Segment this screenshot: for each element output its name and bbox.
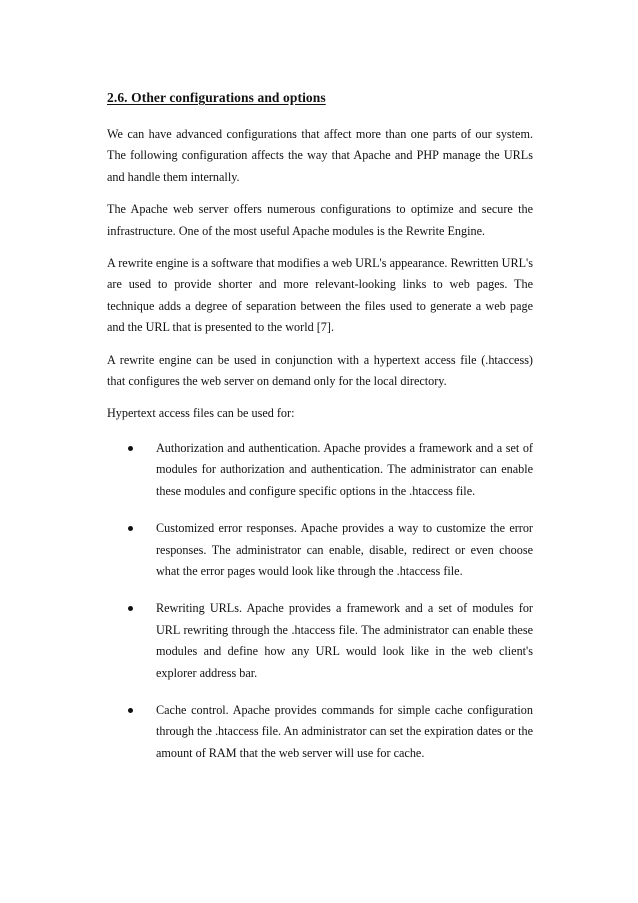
list-item-text: Customized error responses. Apache provides a way to customize the error responses. The administrator can enable, disable, redirect or even choose what the error pages would look like through the .htaccess file.	[156, 521, 533, 578]
list-item-text: Rewriting URLs. Apache provides a framework and a set of modules for URL rewriting through the .htaccess file. The administrator can enable these modules and define how any URL would look like in the web client's explorer address bar.	[156, 601, 533, 680]
list-item-text: Authorization and authentication. Apache provides a framework and a set of modules for authorization and authentication. The administrator can enable these modules and configure specific options in the .htaccess file.	[156, 440, 533, 498]
list-item-text: Cache control. Apache provides commands for simple cache configuration through the .htaccess file. An administrator can set the expiration dates or the amount of RAM that the web server will use for cache.	[156, 702, 533, 760]
document-page	[107, 88, 533, 780]
paragraph-htaccess: A rewrite engine can be used in conjunction with a hypertext access file (.htaccess) that configures the web server on demand only for the local directory.	[107, 352, 533, 389]
section-heading: 2.6. Other configurations and options	[107, 90, 326, 105]
paragraph-apache-config: The Apache web server offers numerous configurations to optimize and secure the infrastructure. One of the most useful Apache modules is the Rewrite Engine.	[107, 202, 533, 238]
list-item-error-responses	[107, 518, 533, 582]
bullet-list	[107, 438, 533, 764]
bullet-icon	[128, 708, 133, 713]
list-item-rewriting-urls	[107, 598, 533, 684]
bullet-icon	[128, 606, 133, 611]
bullet-icon	[128, 446, 133, 451]
paragraph-rewrite-engine: A rewrite engine is a software that modifies a web URL's appearance. Rewritten URL's are used to provide shorter and more relevant-looking links to web pages. The technique adds a degree of separation between the files used to generate a web page and the URL that is presented to the world [7].	[107, 256, 533, 335]
list-item-authorization	[107, 438, 533, 502]
paragraph-intro: We can have advanced configurations that affect more than one parts of our system. The following configuration affects the way that Apache and PHP manage the URLs and handle them internally.	[107, 127, 533, 184]
list-item-cache-control	[107, 700, 533, 764]
paragraph-list-intro: Hypertext access files can be used for:	[107, 406, 295, 421]
bullet-icon	[128, 526, 133, 531]
